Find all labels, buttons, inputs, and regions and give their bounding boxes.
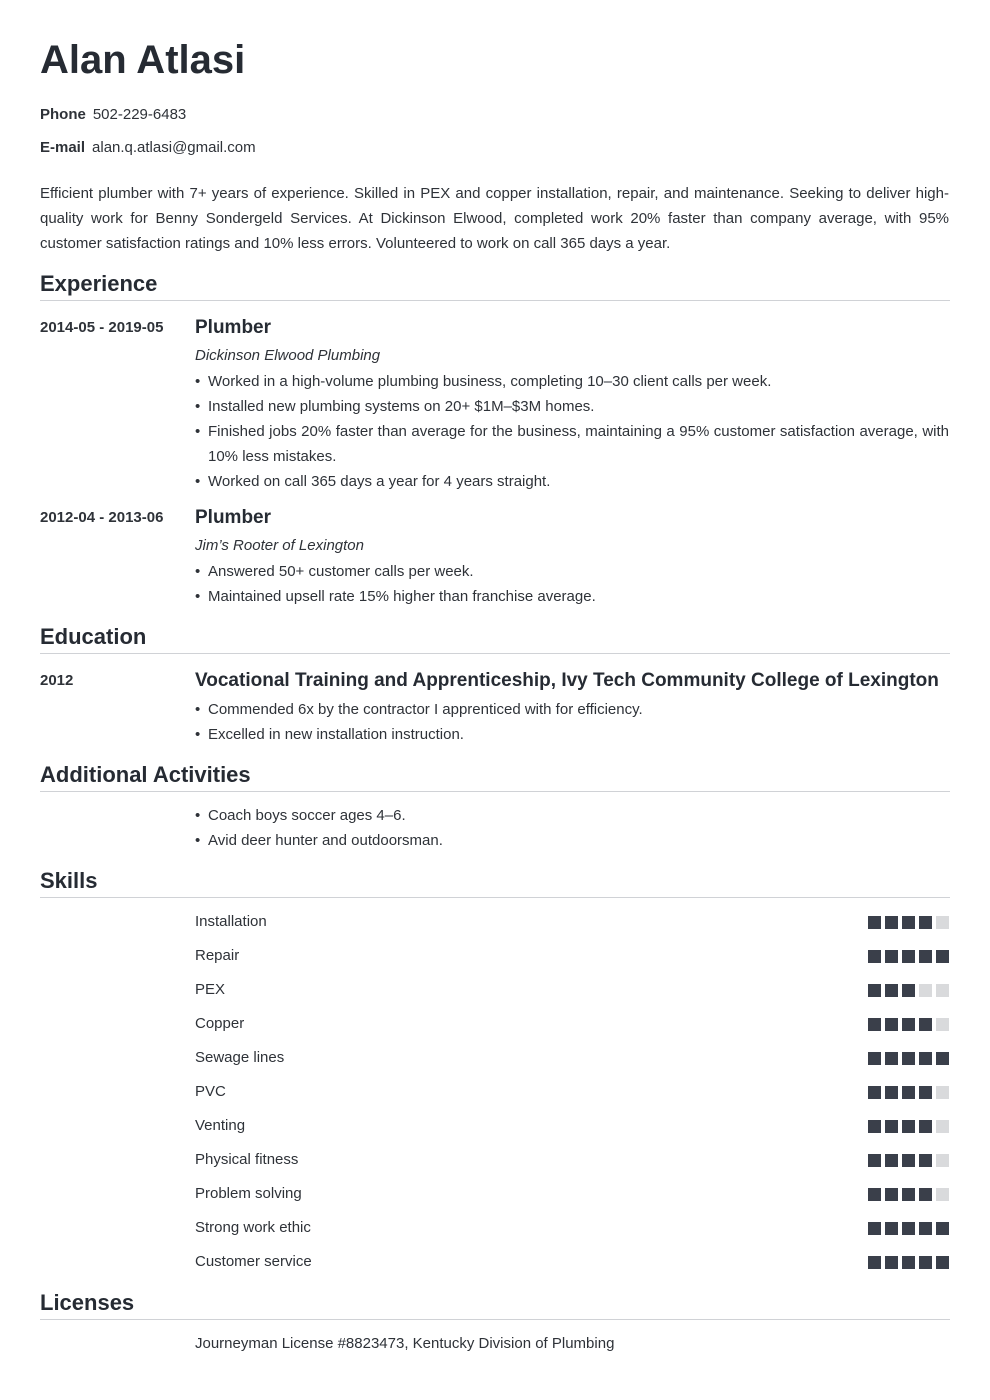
skill-name: Strong work ethic bbox=[195, 1219, 311, 1236]
section-title-licenses: Licenses bbox=[40, 1289, 950, 1320]
skill-level-empty-square bbox=[936, 1120, 949, 1133]
skill-level-empty-square bbox=[936, 1154, 949, 1167]
job-2-company: Jim’s Rooter of Lexington bbox=[195, 537, 364, 554]
skill-level-empty-square bbox=[936, 916, 949, 929]
list-item: • Finished jobs 20% faster than average for the business, maintaining a 95% customer satisfaction average, with 10% less mistakes. bbox=[195, 419, 949, 469]
job-2-title: Plumber bbox=[195, 507, 272, 528]
skill-row bbox=[195, 1218, 949, 1238]
skill-level-filled-square bbox=[868, 1256, 881, 1269]
skill-level-filled-square bbox=[868, 1018, 881, 1031]
skill-row bbox=[195, 1048, 949, 1068]
skill-level-filled-square bbox=[868, 1154, 881, 1167]
skill-level-filled-square bbox=[919, 1120, 932, 1133]
list-item: • Coach boys soccer ages 4–6. bbox=[195, 803, 949, 828]
skill-name: Repair bbox=[195, 947, 240, 964]
skill-level-filled-square bbox=[902, 916, 915, 929]
skill-level-filled-square bbox=[936, 1256, 949, 1269]
skill-name: PVC bbox=[195, 1083, 226, 1100]
activities-bullets bbox=[195, 803, 949, 853]
list-item: • Maintained upsell rate 15% higher than franchise average. bbox=[195, 584, 949, 609]
skill-level-filled-square bbox=[885, 1154, 898, 1167]
skill-level-filled-square bbox=[885, 1188, 898, 1201]
skill-row bbox=[195, 980, 949, 1000]
skill-level-filled-square bbox=[902, 1052, 915, 1065]
skill-level-filled-square bbox=[885, 1120, 898, 1133]
skill-row bbox=[195, 946, 949, 966]
license-item: Journeyman License #8823473, Kentucky Division of Plumbing bbox=[195, 1335, 615, 1352]
skill-name: Venting bbox=[195, 1117, 246, 1134]
skill-level-meter bbox=[868, 1154, 949, 1167]
skill-level-filled-square bbox=[885, 1086, 898, 1099]
skill-level-filled-square bbox=[919, 916, 932, 929]
skill-level-filled-square bbox=[868, 916, 881, 929]
list-item: • Excelled in new installation instruction. bbox=[195, 722, 949, 747]
job-1-bullets bbox=[195, 369, 949, 494]
job-1-title: Plumber bbox=[195, 317, 272, 338]
skill-level-filled-square bbox=[919, 1154, 932, 1167]
skill-name: Installation bbox=[195, 913, 267, 930]
skill-row bbox=[195, 1082, 949, 1102]
skill-level-meter bbox=[868, 950, 949, 963]
skill-level-filled-square bbox=[885, 1052, 898, 1065]
skill-level-filled-square bbox=[919, 950, 932, 963]
list-item: • Installed new plumbing systems on 20+ $1M–$3M homes. bbox=[195, 394, 949, 419]
section-title-skills: Skills bbox=[40, 867, 950, 898]
skill-level-empty-square bbox=[936, 1188, 949, 1201]
skill-level-meter bbox=[868, 984, 949, 997]
skill-level-filled-square bbox=[885, 1018, 898, 1031]
skill-level-filled-square bbox=[919, 1188, 932, 1201]
skill-level-meter bbox=[868, 1052, 949, 1065]
education-degree: Vocational Training and Apprenticeship, Ivy Tech Community College of Lexington bbox=[195, 670, 939, 691]
skill-level-meter bbox=[868, 1018, 949, 1031]
skill-level-filled-square bbox=[885, 1222, 898, 1235]
skill-level-meter bbox=[868, 1086, 949, 1099]
skill-level-filled-square bbox=[868, 1222, 881, 1235]
list-item: • Avid deer hunter and outdoorsman. bbox=[195, 828, 949, 853]
section-title-education: Education bbox=[40, 623, 950, 654]
skill-level-filled-square bbox=[902, 1188, 915, 1201]
skill-level-filled-square bbox=[919, 1018, 932, 1031]
skill-name: Copper bbox=[195, 1015, 245, 1032]
skill-level-filled-square bbox=[868, 1052, 881, 1065]
skill-level-meter bbox=[868, 1222, 949, 1235]
list-item: • Worked in a high-volume plumbing business, completing 10–30 client calls per week. bbox=[195, 369, 949, 394]
job-2-bullets bbox=[195, 559, 949, 609]
job-1-company: Dickinson Elwood Plumbing bbox=[195, 347, 381, 364]
skill-level-meter bbox=[868, 1188, 949, 1201]
email-label: E-mail bbox=[40, 139, 86, 156]
skill-row bbox=[195, 1150, 949, 1170]
skill-level-filled-square bbox=[868, 1086, 881, 1099]
list-item: • Commended 6x by the contractor I apprenticed with for efficiency. bbox=[195, 697, 949, 722]
skill-row bbox=[195, 1014, 949, 1034]
email-row bbox=[40, 138, 256, 158]
skill-level-empty-square bbox=[936, 984, 949, 997]
skill-row bbox=[195, 1116, 949, 1136]
skill-level-empty-square bbox=[936, 1086, 949, 1099]
skill-level-filled-square bbox=[885, 984, 898, 997]
skill-name: PEX bbox=[195, 981, 226, 998]
skill-level-filled-square bbox=[868, 1120, 881, 1133]
skill-level-filled-square bbox=[902, 1222, 915, 1235]
skill-level-filled-square bbox=[936, 1052, 949, 1065]
phone-label: Phone bbox=[40, 106, 86, 123]
skill-level-filled-square bbox=[902, 1120, 915, 1133]
skill-level-filled-square bbox=[868, 950, 881, 963]
skill-level-meter bbox=[868, 1256, 949, 1269]
candidate-name: Alan Atlasi bbox=[40, 38, 246, 82]
skill-level-filled-square bbox=[902, 1018, 915, 1031]
list-item: • Answered 50+ customer calls per week. bbox=[195, 559, 949, 584]
skill-level-filled-square bbox=[902, 1256, 915, 1269]
skill-level-filled-square bbox=[919, 1222, 932, 1235]
skill-level-meter bbox=[868, 916, 949, 929]
job-2-dates: 2012-04 - 2013-06 bbox=[40, 509, 164, 526]
skill-level-meter bbox=[868, 1120, 949, 1133]
skill-level-filled-square bbox=[902, 984, 915, 997]
skill-level-filled-square bbox=[919, 1256, 932, 1269]
phone-row bbox=[40, 105, 186, 125]
skill-name: Problem solving bbox=[195, 1185, 302, 1202]
job-1-dates: 2014-05 - 2019-05 bbox=[40, 319, 164, 336]
section-title-experience: Experience bbox=[40, 270, 950, 301]
education-bullets bbox=[195, 697, 949, 747]
skill-level-filled-square bbox=[919, 1086, 932, 1099]
list-item: • Worked on call 365 days a year for 4 years straight. bbox=[195, 469, 949, 494]
education-year: 2012 bbox=[40, 672, 74, 689]
summary: Efficient plumber with 7+ years of experience. Skilled in PEX and copper installation, repair, and maintenance. Seeking to deliver high-quality work for Benny Sondergeld Services. At Dickinson Elwood, completed work 20% faster than company average, with 95% customer satisfaction ratings and 10% less errors. Volunteered to work on call 365 days a year. bbox=[40, 185, 949, 252]
skill-row bbox=[195, 1184, 949, 1204]
skill-level-filled-square bbox=[885, 1256, 898, 1269]
skill-level-empty-square bbox=[936, 1018, 949, 1031]
skill-level-filled-square bbox=[936, 950, 949, 963]
email-value: alan.q.atlasi@gmail.com bbox=[92, 139, 256, 156]
skill-name: Physical fitness bbox=[195, 1151, 299, 1168]
skill-level-filled-square bbox=[868, 984, 881, 997]
skill-level-filled-square bbox=[868, 1188, 881, 1201]
skill-row bbox=[195, 912, 949, 932]
phone-value: 502-229-6483 bbox=[92, 106, 187, 123]
section-title-activities: Additional Activities bbox=[40, 761, 950, 792]
skill-name: Sewage lines bbox=[195, 1049, 285, 1066]
skill-level-filled-square bbox=[902, 1154, 915, 1167]
skill-level-filled-square bbox=[936, 1222, 949, 1235]
skill-level-filled-square bbox=[885, 916, 898, 929]
skill-row bbox=[195, 1252, 949, 1272]
skill-level-filled-square bbox=[902, 950, 915, 963]
skill-name: Customer service bbox=[195, 1253, 312, 1270]
skill-level-filled-square bbox=[919, 1052, 932, 1065]
skill-level-filled-square bbox=[885, 950, 898, 963]
skill-level-filled-square bbox=[902, 1086, 915, 1099]
skill-level-empty-square bbox=[919, 984, 932, 997]
